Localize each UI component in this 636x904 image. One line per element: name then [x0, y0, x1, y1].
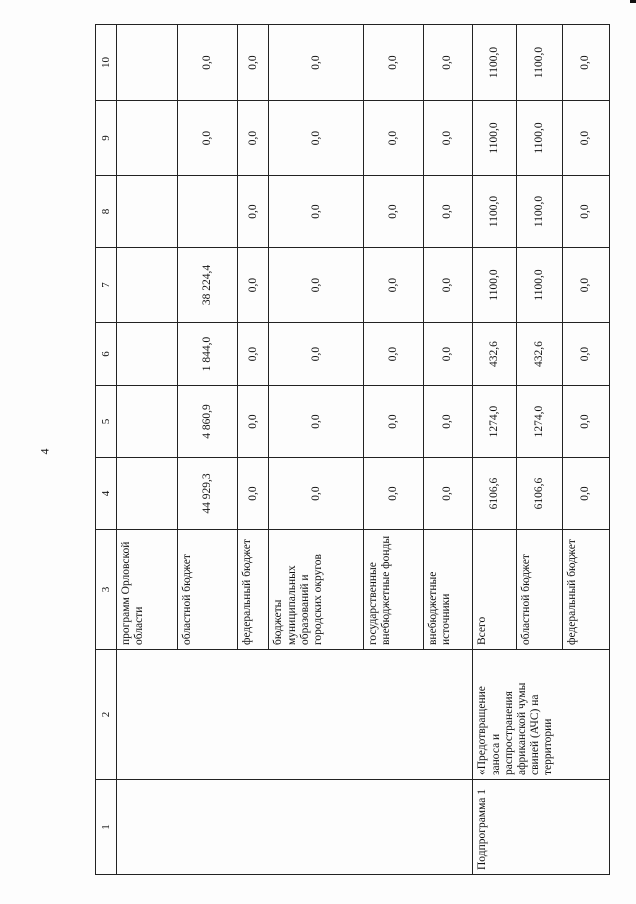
cell-value: 1100,0 — [473, 25, 517, 101]
table-header-row — [96, 25, 117, 875]
cell-source: областной бюджет — [177, 530, 237, 650]
cell-value: 0,0 — [562, 323, 609, 386]
cell-value: 0,0 — [269, 176, 364, 248]
cell-value: 4 860,9 — [177, 386, 237, 458]
table-rotated-wrapper — [95, 25, 610, 875]
cell-value: 38 224,4 — [177, 248, 237, 323]
cell-value: 1274,0 — [473, 386, 517, 458]
cell-value: 0,0 — [269, 458, 364, 530]
cell-value — [117, 101, 178, 176]
cell-value — [117, 176, 178, 248]
cell-source: Всего — [473, 530, 517, 650]
table-row — [473, 25, 517, 875]
header-cell: 7 — [96, 248, 117, 323]
cell-value: 0,0 — [562, 101, 609, 176]
cell-value: 1100,0 — [517, 248, 562, 323]
cell-value: 6106,6 — [517, 458, 562, 530]
cell-subprogram-id: Подпрограмма 1 — [473, 780, 610, 875]
header-cell: 1 — [96, 780, 117, 875]
cell-value: 0,0 — [562, 25, 609, 101]
cell-value: 0,0 — [423, 458, 472, 530]
cell-value: 0,0 — [423, 323, 472, 386]
cell-value: 0,0 — [562, 386, 609, 458]
cell-program-id — [117, 780, 473, 875]
cell-value: 1100,0 — [473, 248, 517, 323]
cell-value — [117, 323, 178, 386]
cell-value: 0,0 — [237, 101, 269, 176]
cell-value: 432,6 — [473, 323, 517, 386]
cell-value: 0,0 — [177, 101, 237, 176]
cell-value — [117, 25, 178, 101]
cell-value: 0,0 — [562, 176, 609, 248]
header-cell: 2 — [96, 650, 117, 780]
cell-subprogram-name: «Предотвращение заноса и распространения африканской чумы свиней (АЧС) на территории — [473, 650, 610, 780]
cell-value: 0,0 — [423, 25, 472, 101]
header-cell: 9 — [96, 101, 117, 176]
cell-value: 0,0 — [364, 25, 424, 101]
cell-value: 6106,6 — [473, 458, 517, 530]
cell-value: 0,0 — [269, 386, 364, 458]
cell-value: 0,0 — [364, 323, 424, 386]
cell-value: 0,0 — [237, 386, 269, 458]
cell-source: бюджеты муниципальных образований и городских округов — [269, 530, 364, 650]
cell-value: 0,0 — [364, 248, 424, 323]
cell-value — [177, 176, 237, 248]
header-cell: 10 — [96, 25, 117, 101]
header-cell: 4 — [96, 458, 117, 530]
cell-source: программ Орловской области — [117, 530, 178, 650]
cell-value — [117, 386, 178, 458]
cell-program-name — [117, 650, 473, 780]
cell-value: 0,0 — [423, 176, 472, 248]
cell-source: внебюджетные источники — [423, 530, 472, 650]
cell-value: 0,0 — [364, 386, 424, 458]
cell-value: 0,0 — [423, 386, 472, 458]
cell-source: областной бюджет — [517, 530, 562, 650]
cell-value: 0,0 — [364, 101, 424, 176]
table-row — [117, 25, 178, 875]
cell-source: федеральный бюджет — [562, 530, 609, 650]
cell-value: 0,0 — [562, 248, 609, 323]
cell-value: 1100,0 — [517, 101, 562, 176]
cell-value: 0,0 — [269, 25, 364, 101]
cell-value — [117, 248, 178, 323]
cell-value: 0,0 — [237, 458, 269, 530]
cell-value: 0,0 — [177, 25, 237, 101]
corner-mark — [630, 0, 636, 3]
cell-value: 1 844,0 — [177, 323, 237, 386]
cell-value: 0,0 — [423, 248, 472, 323]
cell-value: 0,0 — [237, 323, 269, 386]
cell-value: 1274,0 — [517, 386, 562, 458]
cell-value: 0,0 — [269, 323, 364, 386]
header-cell: 5 — [96, 386, 117, 458]
cell-value: 1100,0 — [473, 101, 517, 176]
cell-value: 1100,0 — [517, 25, 562, 101]
cell-value: 0,0 — [269, 101, 364, 176]
cell-value: 44 929,3 — [177, 458, 237, 530]
header-cell: 6 — [96, 323, 117, 386]
cell-value: 0,0 — [423, 101, 472, 176]
page-number: 4 — [37, 448, 52, 455]
header-cell: 8 — [96, 176, 117, 248]
cell-value: 0,0 — [269, 248, 364, 323]
cell-value: 1100,0 — [473, 176, 517, 248]
cell-value: 1100,0 — [517, 176, 562, 248]
cell-value: 0,0 — [562, 458, 609, 530]
header-cell: 3 — [96, 530, 117, 650]
cell-value — [117, 458, 178, 530]
budget-table — [95, 24, 610, 875]
cell-value: 0,0 — [237, 25, 269, 101]
cell-source: федеральный бюджет — [237, 530, 269, 650]
cell-value: 0,0 — [364, 458, 424, 530]
cell-value: 0,0 — [237, 248, 269, 323]
cell-value: 0,0 — [364, 176, 424, 248]
cell-value: 432,6 — [517, 323, 562, 386]
cell-value: 0,0 — [237, 176, 269, 248]
cell-source: государственные внебюджетные фонды — [364, 530, 424, 650]
